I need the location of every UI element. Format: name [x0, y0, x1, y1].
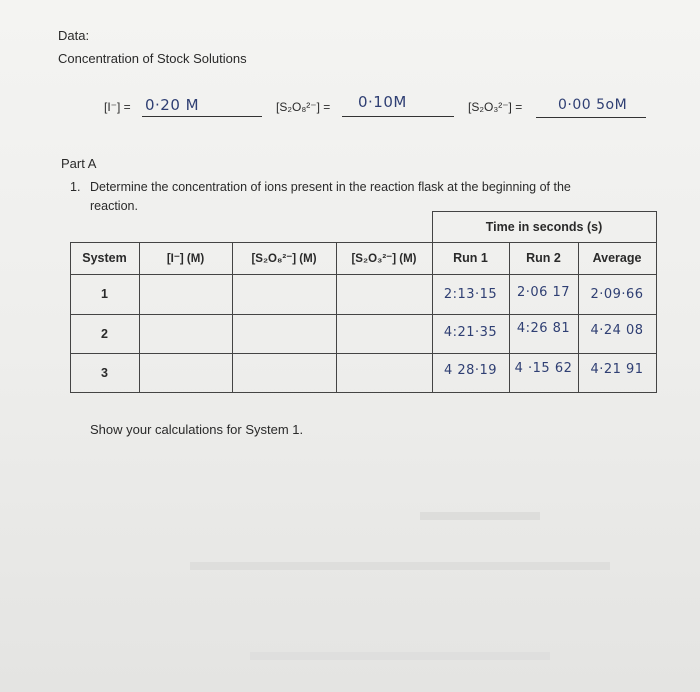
- row2-run2: 4:26 81: [516, 320, 571, 336]
- bleed-through-mark: [250, 652, 550, 660]
- bleed-through-mark: [190, 562, 610, 570]
- row3-average: 4·21 91: [590, 361, 644, 377]
- persulfate-stock-value: 0·10M: [358, 93, 407, 111]
- average-header: Average: [592, 251, 642, 265]
- bleed-through-mark: [420, 512, 540, 520]
- row3-system: 3: [101, 365, 108, 380]
- thiosulfate-header: [S₂O₃²⁻] (M): [351, 253, 417, 265]
- row2-system: 2: [101, 326, 108, 341]
- thiosulfate-stock-label: [S₂O₃²⁻] =: [468, 100, 523, 114]
- iodide-blank-line: [142, 116, 262, 117]
- row1-run2: 2·06 17: [516, 284, 571, 300]
- iodide-stock-label: [I⁻] =: [104, 100, 131, 114]
- part-a-heading: Part A: [61, 156, 97, 171]
- row2-average: 4·24 08: [590, 322, 644, 338]
- thiosulfate-blank-line: [536, 117, 646, 118]
- persulfate-header: [S₂O₈²⁻] (M): [251, 253, 317, 265]
- row1-system: 1: [101, 287, 108, 301]
- run1-header: Run 1: [453, 251, 488, 265]
- run2-header: Run 2: [526, 251, 561, 265]
- data-heading: Data:: [58, 28, 90, 43]
- row3-run1: 4 28·19: [443, 362, 498, 378]
- iodide-stock-value: 0·20 M: [145, 96, 200, 114]
- persulfate-blank-line: [342, 116, 454, 117]
- iodide-header: [I⁻] (M): [166, 253, 205, 265]
- question-text-line2: reaction.: [90, 199, 138, 213]
- row1-run1: 2:13·15: [443, 286, 498, 302]
- system-header: System: [82, 251, 127, 265]
- row2-run1: 4:21·35: [443, 324, 498, 340]
- persulfate-stock-label: [S₂O₈²⁻] =: [276, 100, 331, 114]
- time-header: Time in seconds (s): [485, 219, 603, 234]
- question-text-line1: Determine the concentration of ions present in the reaction flask at the beginning of the: [90, 180, 571, 194]
- question-number: 1.: [70, 180, 81, 194]
- row1-average: 2·09·66: [590, 286, 644, 302]
- stock-heading: Concentration of Stock Solutions: [58, 51, 247, 66]
- show-calculations-prompt: Show your calculations for System 1.: [90, 422, 304, 437]
- thiosulfate-stock-value: 0·00 5oM: [558, 97, 628, 113]
- row3-run2: 4 ·15 62: [514, 360, 573, 376]
